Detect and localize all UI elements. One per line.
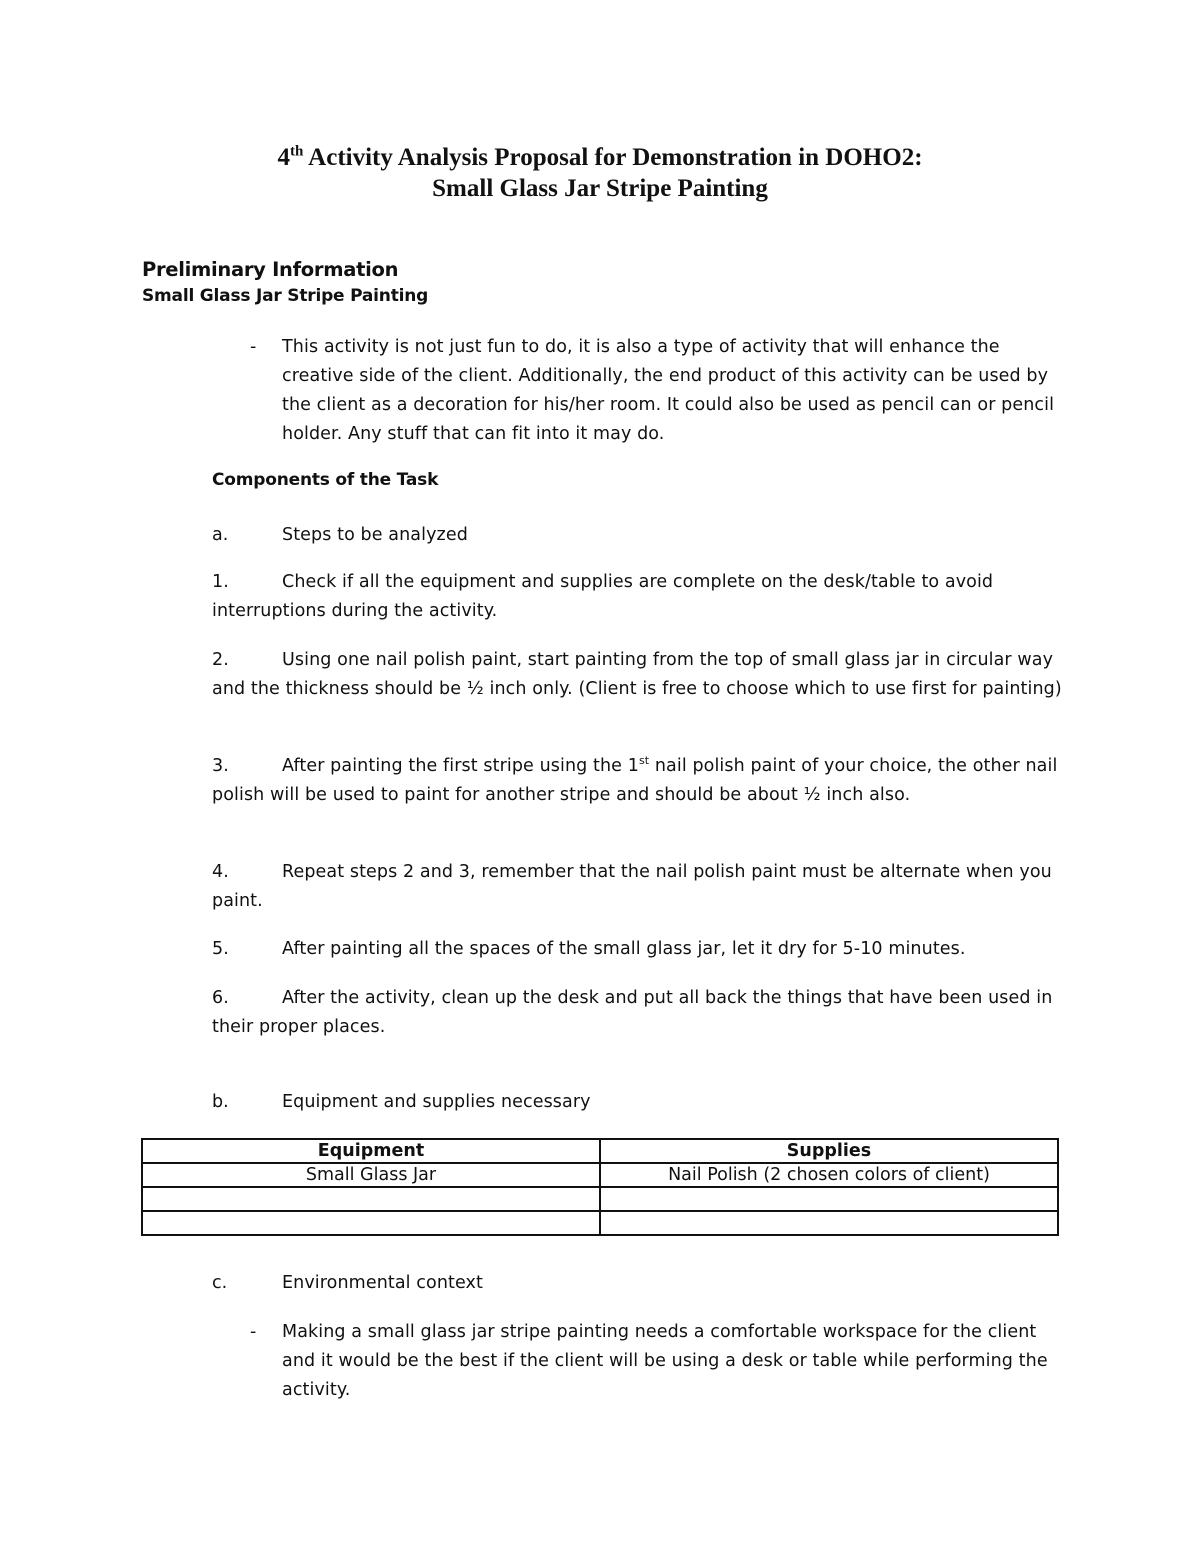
title-number: 4 (277, 144, 290, 171)
table-row (142, 1187, 1058, 1211)
table-header-supplies: Supplies (600, 1139, 1058, 1163)
step-1 (212, 568, 1072, 626)
step-text: After the activity, clean up the desk and put all back the things that have been used in their proper places. (212, 988, 1053, 1037)
table-row (142, 1211, 1058, 1235)
equipment-supplies-table (141, 1138, 1059, 1236)
step-2 (212, 646, 1072, 704)
section-b-label: Equipment and supplies necessary (282, 1092, 591, 1112)
title-text: Activity Analysis Proposal for Demonstration in DOHO2: (303, 144, 923, 171)
environment-bullet-text: Making a small glass jar stripe painting needs a comfortable workspace for the client and it would be the best if the client will be using a desk or table while performing the activity. (282, 1322, 1048, 1400)
step-text: After painting the first stripe using the 1 (282, 756, 639, 776)
table-cell: Small Glass Jar (142, 1163, 600, 1187)
step-number: 2. (212, 650, 229, 670)
table-cell (600, 1211, 1058, 1235)
step-number: 1. (212, 572, 229, 592)
section-b-marker: b. (212, 1092, 229, 1112)
step-4 (212, 858, 1072, 916)
step-text-continued: nail polish paint of your choice, the other nail polish will be used to paint for another stripe and should be about ½ inch also. (212, 756, 1058, 805)
bullet-dash: - (250, 1322, 257, 1342)
step-3 (212, 752, 1072, 810)
table-cell (142, 1187, 600, 1211)
preliminary-bullet-text: This activity is not just fun to do, it is also a type of activity that will enhance the creative side of the client. Additionally, the end product of this activity can be used by the client as a decoration for his/her room. It could also be used as pencil can or pencil holder. Any stuff that can fit into it may do. (282, 337, 1055, 444)
table-row (142, 1163, 1058, 1187)
section-a-label: Steps to be analyzed (282, 525, 468, 545)
step-number: 5. (212, 939, 229, 959)
preliminary-heading: Preliminary Information (142, 258, 399, 281)
section-c-marker: c. (212, 1273, 228, 1293)
table-header-row (142, 1139, 1058, 1163)
preliminary-subheading: Small Glass Jar Stripe Painting (142, 286, 429, 306)
document-title-line1 (0, 143, 1200, 173)
table-cell: Nail Polish (2 chosen colors of client) (600, 1163, 1058, 1187)
step-text: Check if all the equipment and supplies are complete on the desk/table to avoid interruptions during the activity. (212, 572, 994, 621)
step-number: 3. (212, 756, 229, 776)
table-header-equipment: Equipment (142, 1139, 600, 1163)
step-6 (212, 984, 1072, 1042)
table-cell (142, 1211, 600, 1235)
title-ordinal: th (289, 143, 304, 160)
step-number: 6. (212, 988, 229, 1008)
table-cell (600, 1187, 1058, 1211)
step-text: After painting all the spaces of the small glass jar, let it dry for 5-10 minutes. (282, 939, 966, 959)
section-c-label: Environmental context (282, 1273, 483, 1293)
bullet-dash: - (250, 337, 257, 357)
step-5 (212, 935, 1072, 964)
components-heading: Components of the Task (212, 470, 439, 490)
step-ordinal: st (638, 754, 650, 768)
document-title-line2: Small Glass Jar Stripe Painting (432, 175, 768, 202)
step-text: Repeat steps 2 and 3, remember that the nail polish paint must be alternate when you paint. (212, 862, 1052, 911)
step-text: Using one nail polish paint, start painting from the top of small glass jar in circular way and the thickness should be ½ inch only. (Client is free to choose which to use first for painting) (212, 650, 1062, 699)
step-number: 4. (212, 862, 229, 882)
section-a-marker: a. (212, 525, 229, 545)
